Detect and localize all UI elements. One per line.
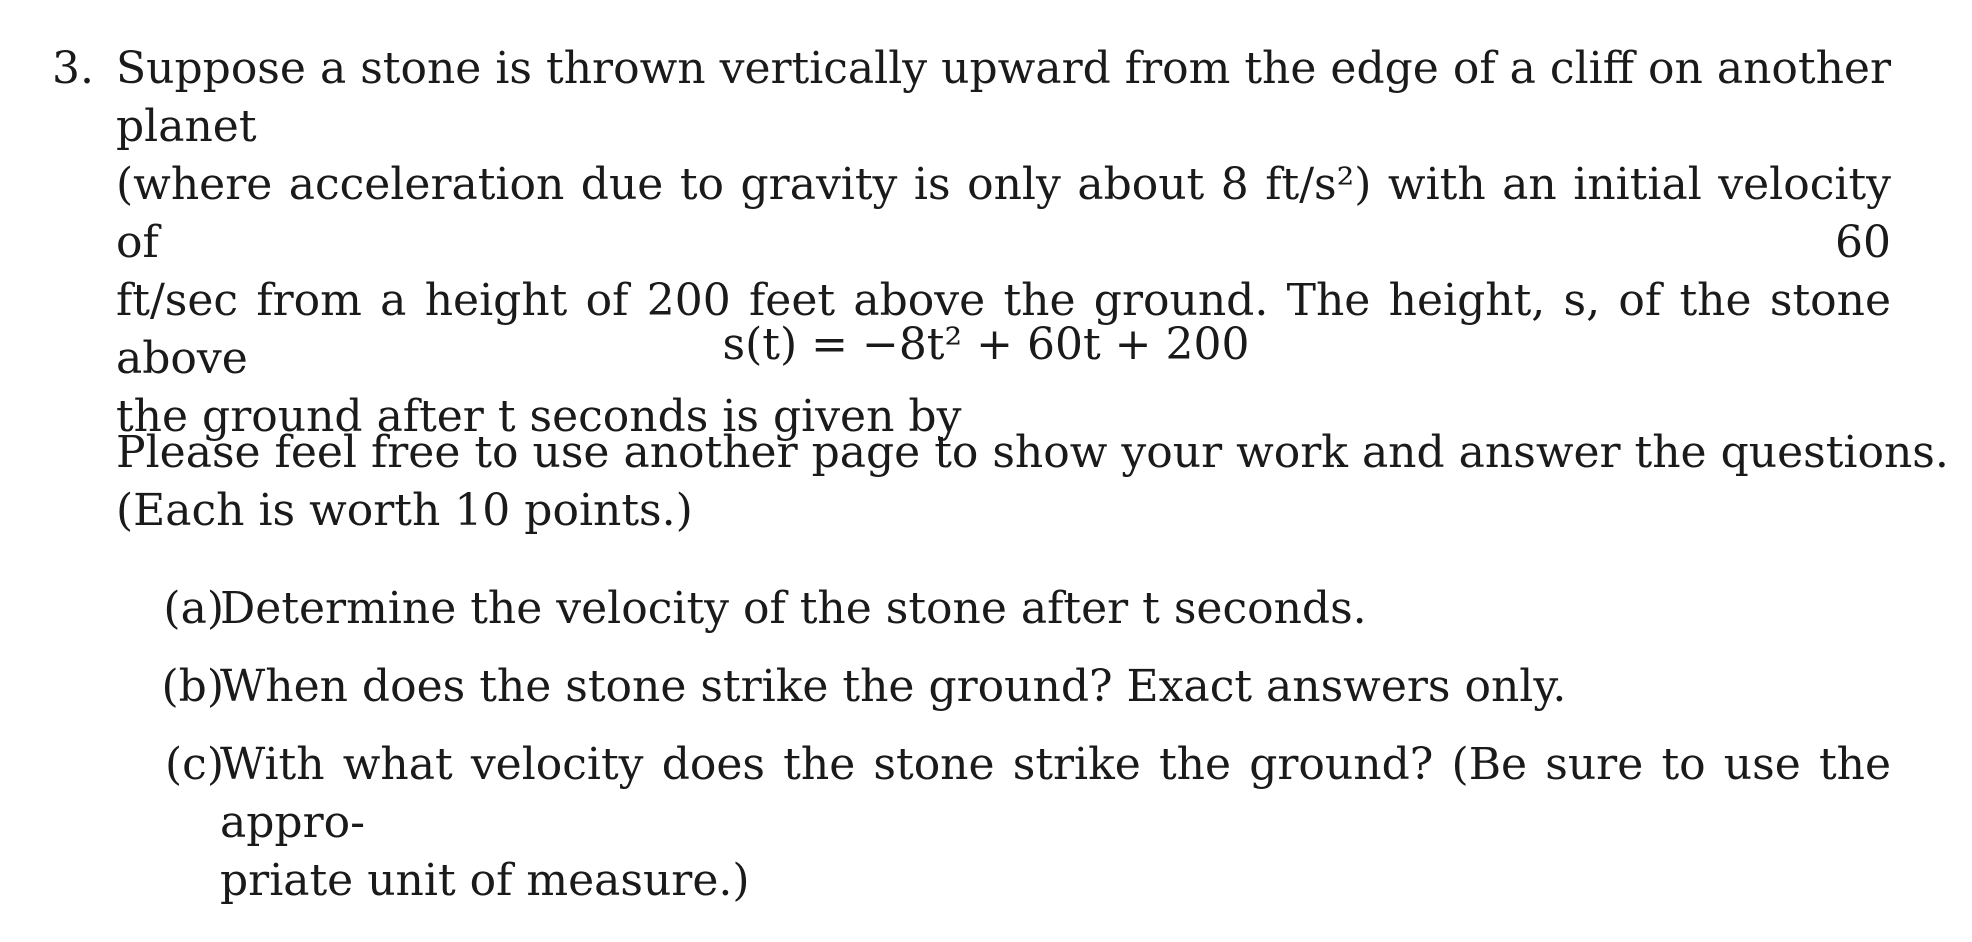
part-c-text xyxy=(220,736,1891,910)
statement-line: the ground after t seconds is given by xyxy=(116,391,962,442)
problem-statement xyxy=(116,40,1891,446)
part-line: With what velocity does the stone strike the ground? (Be sure to use the appro- xyxy=(220,739,1891,848)
statement-line: (where acceleration due to gravity is only about 8 ft/s²) with an initial velocity of 60 xyxy=(116,159,1891,268)
statement-line: ft/sec from a height of 200 feet above the ground. The height, s, of the stone above xyxy=(116,275,1891,384)
height-equation: s(t) = −8t² + 60t + 200 xyxy=(722,319,1250,370)
part-a-label: (a) xyxy=(163,583,224,634)
part-a-text xyxy=(220,580,1891,638)
part-line: priate unit of measure.) xyxy=(220,855,750,906)
part-b-text xyxy=(220,658,1891,716)
part-b-label: (b) xyxy=(161,661,224,712)
part-c-label: (c) xyxy=(165,739,224,790)
instructions xyxy=(116,424,1949,540)
problem-number: 3. xyxy=(52,43,94,94)
statement-line: Suppose a stone is thrown vertically upward from the edge of a cliff on another planet xyxy=(116,43,1891,152)
part-line: When does the stone strike the ground? Exact answers only. xyxy=(220,661,1567,712)
part-line: Determine the velocity of the stone after t seconds. xyxy=(220,583,1367,634)
instruction-line: (Each is worth 10 points.) xyxy=(116,485,693,536)
instruction-line: Please feel free to use another page to show your work and answer the questions. xyxy=(116,427,1949,478)
